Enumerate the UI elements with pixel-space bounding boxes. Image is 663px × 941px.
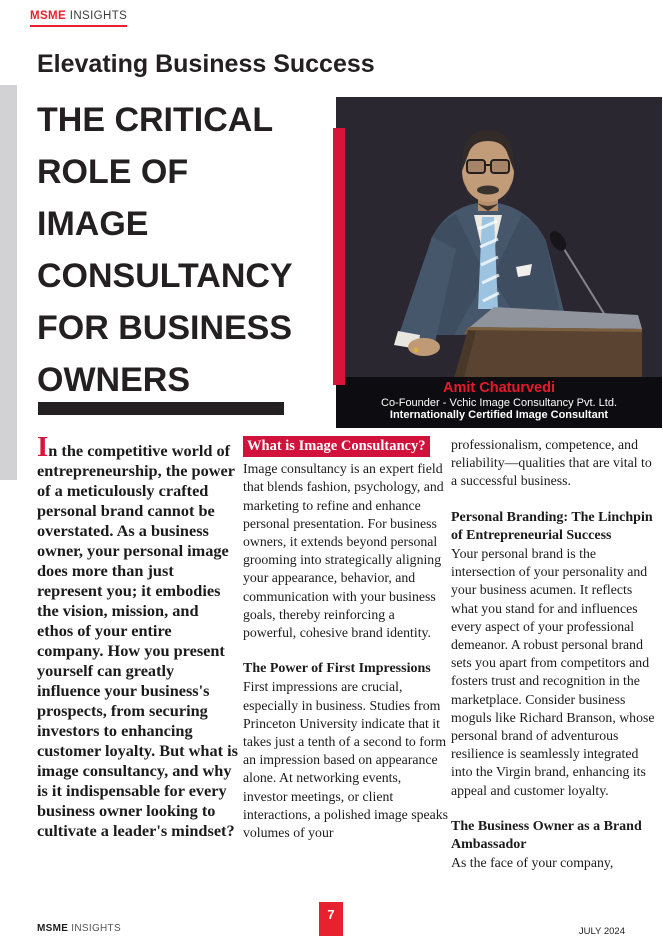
- section-heading-what-is-image-consultancy: What is Image Consultancy?: [243, 436, 430, 457]
- intro-text: n the competitive world of entrepreneurship, the power of a meticulously crafted personal brand cannot be overstated. As a business owner, your personal image does more than just represent you; it embodies the vision, mission, and ethos of your entire company. How you present yourself can greatly influence your business's prospects, from securing investors to enhancing customer loyalty. But what is image consultancy, and why is it indispensable for every business owner looking to cultivate a leader's mindset?: [37, 441, 238, 840]
- intro-column: [37, 431, 238, 859]
- masthead-brand-rest: INSIGHTS: [69, 10, 128, 22]
- speaker-name: Amit Chaturvedi: [443, 380, 555, 396]
- title-line: ROLE OF: [37, 153, 189, 191]
- photo-caption: [336, 377, 662, 428]
- speaker-certification: Internationally Certified Image Consultant: [389, 409, 609, 421]
- podium: [454, 307, 642, 378]
- body-paragraph: First impressions are crucial, especially in business. Studies from Princeton University indicate that it takes just a tenth of a second to form an impression based on appearance alone. At networking events, investor meetings, or client interactions, a polished image speaks volumes of your: [243, 679, 448, 841]
- body-paragraph: Your personal brand is the intersection of your personality and your business acumen. It reflects what you stand for and influences every aspect of your professional demeanor. A robust personal brand sets you apart from competitors and fosters trust and recognition in the marketplace. Consider business moguls like Richard Branson, whose personal brand of adventurous resilience is seamlessly integrated into the Virgin brand, enhancing its appeal and customer loyalty.: [451, 546, 655, 798]
- title-line: CONSULTANCY: [37, 257, 293, 295]
- right-column: [451, 436, 660, 890]
- section-heading-first-impressions: The Power of First Impressions: [243, 661, 431, 677]
- section-heading-personal-branding: Personal Branding: The Linchpin of Entrepreneurial Success: [451, 509, 653, 543]
- title-line: OWNERS: [37, 361, 190, 399]
- body-paragraph: As the face of your company,: [451, 855, 614, 871]
- left-margin-grey-bar: [0, 85, 17, 480]
- section-heading-brand-ambassador: The Business Owner as a Brand Ambassador: [451, 818, 642, 853]
- title-line: THE CRITICAL: [37, 101, 274, 139]
- page-number-badge: 7: [319, 902, 343, 936]
- title-line: FOR BUSINESS: [37, 309, 293, 347]
- middle-column: [243, 436, 448, 860]
- drop-cap: I: [37, 431, 49, 463]
- article-kicker: Elevating Business Success: [37, 50, 375, 78]
- photo-red-accent-bar: [333, 128, 345, 385]
- footer-brand-bold: MSME: [37, 923, 69, 934]
- intro-paragraph: [37, 431, 238, 841]
- speaker-role: Co-Founder - Vchic Image Consultancy Pvt. Ltd.: [381, 397, 617, 409]
- title-underline-bar: [38, 402, 284, 415]
- footer-date: JULY 2024: [578, 926, 625, 937]
- body-paragraph: professionalism, competence, and reliability—qualities that are vital to a successful business.: [451, 437, 652, 489]
- footer-brand: [37, 923, 121, 934]
- masthead-brand-bold: MSME: [30, 10, 67, 22]
- article-title: [37, 94, 337, 406]
- title-line: IMAGE: [37, 205, 149, 243]
- footer-brand-rest: INSIGHTS: [71, 923, 121, 934]
- masthead: [30, 10, 127, 27]
- body-paragraph: Image consultancy is an expert field that blends fashion, psychology, and marketing to refine and enhance personal presentation. For business owners, it extends beyond personal grooming into strategically aligning your appearance, behavior, and communication with your business goals, thereby reinforcing a powerful, cohesive brand identity.: [243, 461, 444, 641]
- speaker-photo: [336, 97, 662, 428]
